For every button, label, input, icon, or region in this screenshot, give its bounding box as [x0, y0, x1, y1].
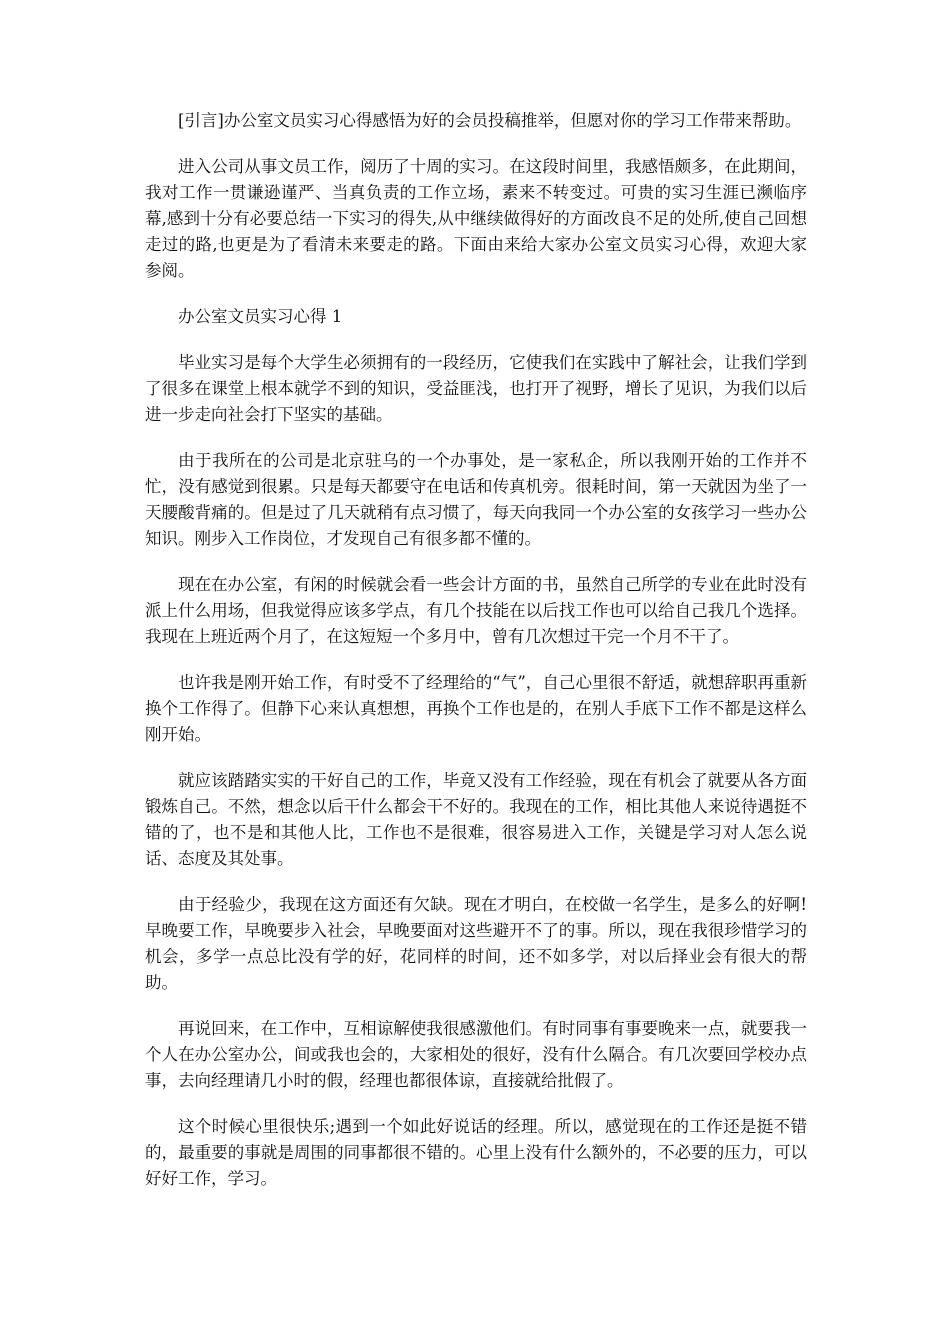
body-paragraph: 就应该踏踏实实的干好自己的工作，毕竟又没有工作经验，现在有机会了就要从各方面锻炼自己。不然，想念以后干什么都会干不好的。我现在的工作，相比其他人来说待遇挺不错的了，也不是和其他人比，工作也不是很难，很容易进入工作，关键是学习对人怎么说话、态度及其处事。 — [145, 771, 807, 868]
body-paragraph: 再说回来，在工作中，互相谅解使我很感激他们。有时同事有事要晚来一点，就要我一个人在办公室办公，间或我也会的，大家相处的很好，没有什么隔合。有几次要回学校办点事，去向经理请几小时的假，经理也都很体谅，直接就给批假了。 — [145, 1019, 807, 1090]
section-title: 办公室文员实习心得 1 — [178, 307, 343, 326]
intro-paragraph: [引言]办公室文员实习心得感悟为好的会员投稿推举，但愿对你的学习工作带来帮助。 — [178, 111, 802, 130]
body-paragraph: 由于我所在的公司是北京驻乌的一个办事处，是一家私企，所以我刚开始的工作并不忙，没有感觉到很累。只是每天都要守在电话和传真机旁。很耗时间，第一天就因为坐了一天腰酸背痛的。但是过了几天就稍有点习惯了，每天向我同一个办公室的女孩学习一些办公知识。刚步入工作岗位，才发现自己有很多都不懂的。 — [145, 451, 807, 548]
body-paragraph: 现在在办公室，有闲的时候就会看一些会计方面的书，虽然自己所学的专业在此时没有派上什么用场，但我觉得应该多学点，有几个技能在以后找工作也可以给自己我几个选择。我现在上班近两个月了，在这短短一个多月中，曾有几次想过干完一个月不干了。 — [145, 575, 807, 646]
body-paragraph: 也许我是刚开始工作，有时受不了经理给的“气”，自己心里很不舒适，就想辞职再重新换个工作得了。但静下心来认真想想，再换个工作也是的，在别人手底下工作不都是这样么刚开始。 — [145, 673, 807, 744]
body-paragraph: 由于经验少，我现在这方面还有欠缺。现在才明白，在校做一名学生，是多么的好啊!早晚要工作，早晚要步入社会，早晚要面对这些避开不了的事。所以，现在我很珍惜学习的机会，多学一点总比没有学的好，花同样的时间，还不如多学，对以后择业会有很大的帮助。 — [145, 895, 807, 992]
preface-paragraph: 进入公司从事文员工作，阅历了十周的实习。在这段时间里，我感悟颇多，在此期间，我对工作一贯谦逊谨严、当真负责的工作立场，素来不转变过。可贵的实习生涯已濒临序幕,感到十分有必要总结一下实习的得失,从中继续做得好的方面改良不足的处所,使自己回想走过的路,也更是为了看清未来要走的路。下面由来给大家办公室文员实习心得，欢迎大家参阅。 — [145, 157, 807, 280]
document-page — [145, 108, 807, 1212]
body-paragraph: 毕业实习是每个大学生必须拥有的一段经历，它使我们在实践中了解社会，让我们学到了很多在课堂上根本就学不到的知识，受益匪浅，也打开了视野，增长了见识，为我们以后进一步走向社会打下坚实的基础。 — [145, 353, 807, 424]
body-paragraph: 这个时候心里很快乐;遇到一个如此好说话的经理。所以，感觉现在的工作还是挺不错的，最重要的事就是周围的同事都很不错的。心里上没有什么额外的，不必要的压力，可以好好工作，学习。 — [145, 1117, 807, 1188]
